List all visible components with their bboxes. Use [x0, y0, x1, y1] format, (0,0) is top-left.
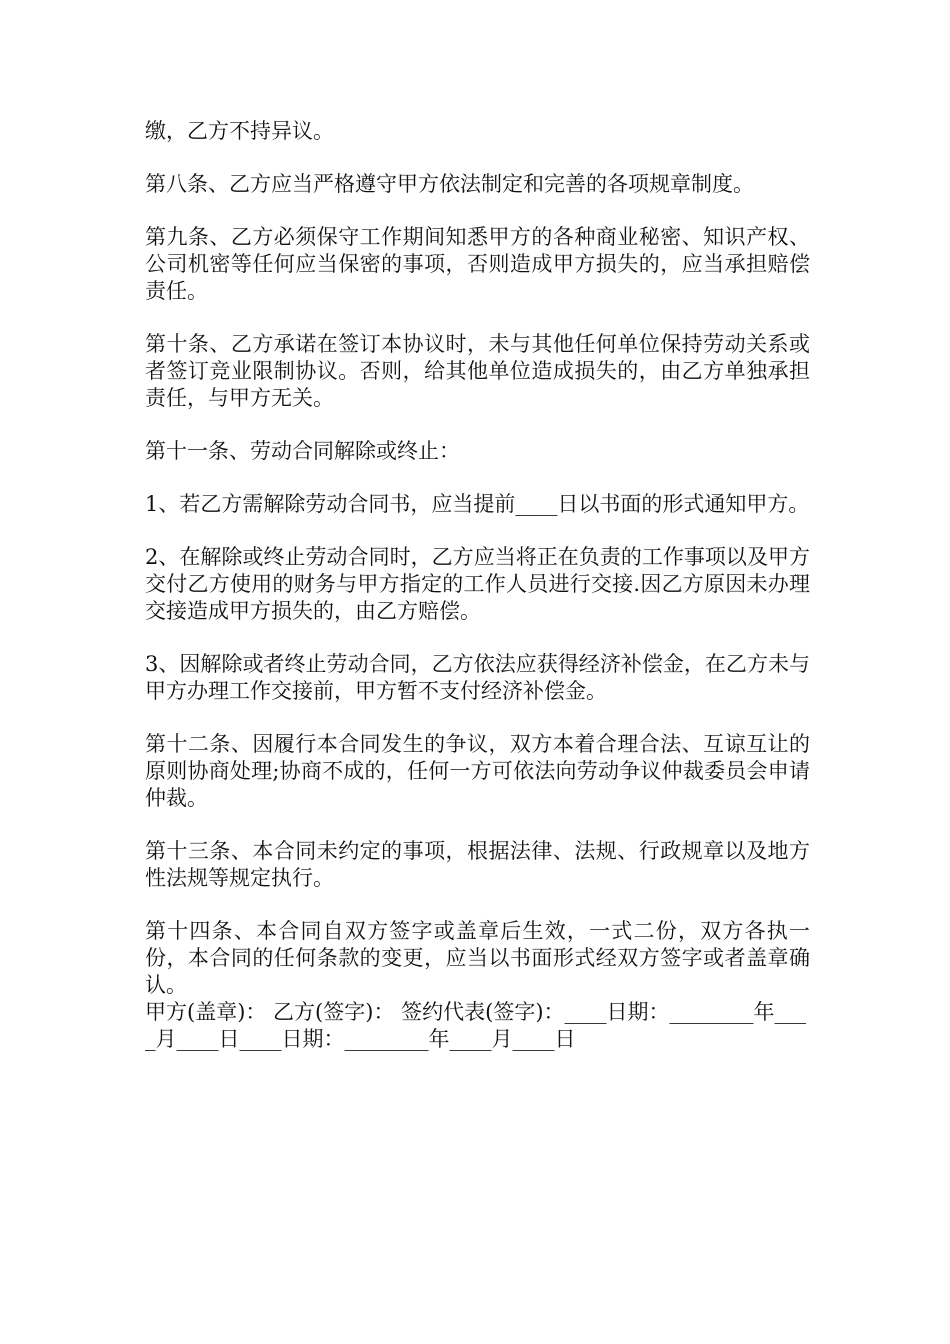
- article-11-item-1: 1、若乙方需解除劳动合同书，应当提前____日以书面的形式通知甲方。: [145, 492, 810, 516]
- signature-line: 甲方(盖章)： 乙方(签字)： 签约代表(签字)：____日期：________年____月____日____日期：________年____月____日: [145, 1000, 807, 1051]
- article-11-heading: 第十一条、劳动合同解除或终止：: [145, 439, 460, 463]
- article-10: 第十条、乙方承诺在签订本协议时，未与其他任何单位保持劳动关系或者签订竞业限制协议。否则，给其他单位造成损失的，由乙方单独承担责任，与甲方无关。: [145, 332, 810, 410]
- paragraph-continuation: 缴，乙方不持异议。: [145, 119, 334, 143]
- article-12: 第十二条、因履行本合同发生的争议，双方本着合理合法、互谅互让的原则协商处理;协商不成的，任何一方可依法向劳动争议仲裁委员会申请仲裁。: [145, 732, 810, 810]
- article-8: 第八条、乙方应当严格遵守甲方依法制定和完善的各项规章制度。: [145, 172, 754, 196]
- article-14: 第十四条、本合同自双方签字或盖章后生效，一式二份，双方各执一份，本合同的任何条款的变更，应当以书面形式经双方签字或者盖章确认。: [145, 919, 810, 997]
- article-11-item-2: 2、在解除或终止劳动合同时，乙方应当将正在负责的工作事项以及甲方交付乙方使用的财务与甲方指定的工作人员进行交接.因乙方原因未办理交接造成甲方损失的，由乙方赔偿。: [145, 545, 810, 623]
- article-9: 第九条、乙方必须保守工作期间知悉甲方的各种商业秘密、知识产权、公司机密等任何应当保密的事项，否则造成甲方损失的，应当承担赔偿责任。: [145, 225, 810, 303]
- article-13: 第十三条、本合同未约定的事项，根据法律、法规、行政规章以及地方性法规等规定执行。: [145, 839, 810, 890]
- article-11-item-3: 3、因解除或者终止劳动合同，乙方依法应获得经济补偿金，在乙方未与甲方办理工作交接前，甲方暂不支付经济补偿金。: [145, 652, 810, 703]
- contract-page: [145, 118, 810, 1053]
